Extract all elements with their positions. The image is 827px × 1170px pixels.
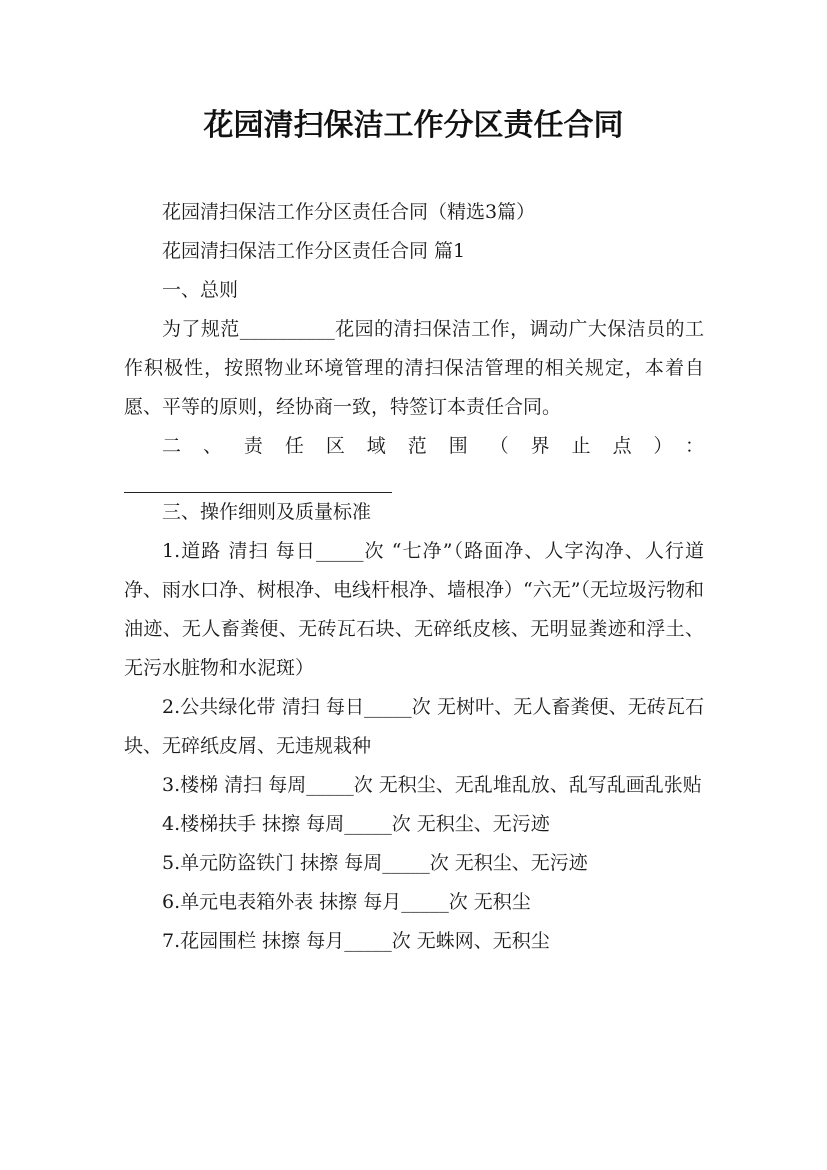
paragraph-general: 为了规范__________花园的清扫保洁工作，调动广大保洁员的工作积极性，按照物业环境管理的清扫保洁管理的相关规定，本着自愿、平等的原则，经协商一致，特签订本责任合同。	[124, 318, 704, 418]
subtitle-paragraph: 花园清扫保洁工作分区责任合同（精选3篇）	[162, 201, 536, 223]
heading-general: 一、总则	[162, 279, 239, 301]
item-3: 3.楼梯 清扫 每周_____次 无积尘、无乱堆乱放、乱写乱画乱张贴	[162, 774, 702, 796]
document-body	[124, 193, 704, 961]
item-2: 2.公共绿化带 清扫 每日_____次 无树叶、无人畜粪便、无砖瓦石块、无碎纸皮屑、无违规栽种	[124, 696, 704, 757]
document-title: 花园清扫保洁工作分区责任合同	[203, 108, 624, 143]
item-5: 5.单元防盗铁门 抹擦 每周_____次 无积尘、无污迹	[162, 852, 588, 874]
heading-area: 二、责任区域范围（界止点）：	[162, 435, 704, 457]
section-title: 花园清扫保洁工作分区责任合同 篇1	[162, 240, 466, 262]
area-blank-line	[124, 466, 392, 493]
item-7: 7.花园围栏 抹擦 每月_____次 无蛛网、无积尘	[162, 930, 550, 952]
heading-standards: 三、操作细则及质量标准	[162, 501, 372, 523]
item-1: 1.道路 清扫 每日_____次 “七净”（路面净、人字沟净、人行道净、雨水口净、树根净、电线杆根净、墙根净）“六无”（无垃圾污物和油迹、无人畜粪便、无砖瓦石块、无碎纸皮核、无明显粪迹和浮土、无污水脏物和水泥斑）	[124, 540, 704, 679]
item-4: 4.楼梯扶手 抹擦 每周_____次 无积尘、无污迹	[162, 813, 550, 835]
item-6: 6.单元电表箱外表 抹擦 每月_____次 无积尘	[162, 891, 531, 913]
